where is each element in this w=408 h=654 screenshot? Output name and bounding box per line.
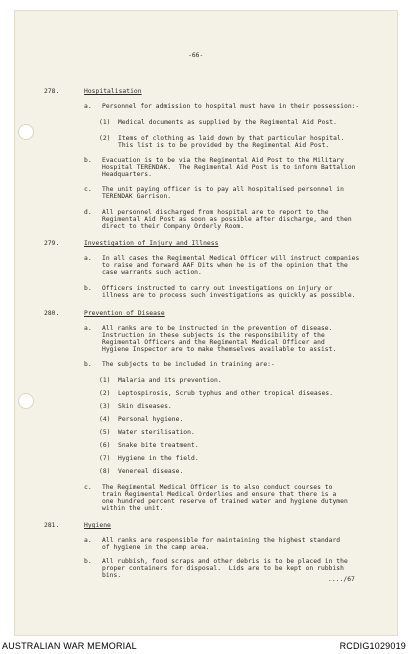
item-text: one hundred percent reserve of trained water and hygiene dutymen	[102, 498, 348, 505]
item-text: of hygiene in the camp area.	[102, 544, 210, 551]
punch-hole	[18, 393, 34, 409]
item-text: train Regimental Medical Orderlies and ensure that there is a	[102, 491, 337, 498]
item-text: Hygiene Inspector are to make themselves available to assist.	[102, 346, 337, 353]
item-marker: a.	[84, 537, 92, 544]
item-text: Personal hygiene.	[118, 416, 184, 423]
page-number: -66-	[188, 52, 204, 59]
item-marker: (2)	[99, 135, 111, 142]
item-text: illness are to process such investigations as quickly as possible.	[102, 292, 356, 299]
item-text: direct to their Company Orderly Room.	[102, 223, 245, 230]
item-marker: (1)	[99, 377, 111, 384]
item-text: Leptospirosis, Scrub typhus and other tropical diseases.	[118, 390, 334, 397]
item-text: Instruction in these subjects is the responsibility of the	[102, 332, 325, 339]
para-heading: Hospitalisation	[84, 88, 142, 95]
item-marker: (6)	[99, 442, 111, 449]
item-text: Regimental Officers and the Regimental Medical Officer and	[102, 339, 325, 346]
archive-id: RCDIG1029019	[339, 641, 406, 651]
item-text: Officers instructed to carry out investigations on injury or	[102, 285, 333, 292]
item-text: All personnel discharged from hospital are to report to the	[102, 209, 329, 216]
item-text: Items of clothing as laid down by that particular hospital.	[118, 135, 345, 142]
item-text: Snake bite treatment.	[118, 442, 199, 449]
item-marker: (4)	[99, 416, 111, 423]
item-marker: (8)	[99, 468, 111, 475]
para-number: 279.	[44, 240, 60, 247]
punch-hole	[18, 124, 34, 140]
para-heading: Hygiene	[84, 522, 111, 529]
item-text: Skin diseases.	[118, 403, 172, 410]
item-marker: c.	[84, 186, 92, 193]
item-text: within the unit.	[102, 505, 164, 512]
para-heading: Investigation of Injury and Illness	[84, 240, 219, 247]
item-marker: (3)	[99, 403, 111, 410]
item-text: Hygiene in the field.	[118, 455, 199, 462]
item-marker: (2)	[99, 390, 111, 397]
item-text: Malaria and its prevention.	[118, 377, 222, 384]
item-text: This list is to be provided by the Regimental Aid Post.	[118, 142, 330, 149]
item-marker: b.	[84, 361, 92, 368]
item-marker: a.	[84, 325, 92, 332]
para-number: 278.	[44, 88, 60, 95]
item-marker: d.	[84, 209, 92, 216]
item-text: case warrants such action.	[102, 269, 202, 276]
item-text: Hospital TERENDAK. The Regimental Aid Post is to inform Battalion	[102, 164, 356, 171]
item-text: All ranks are responsible for maintaining the highest standard	[102, 537, 341, 544]
item-marker: a.	[84, 255, 92, 262]
item-marker: c.	[84, 484, 92, 491]
archive-credit: AUSTRALIAN WAR MEMORIAL	[2, 641, 137, 651]
item-marker: a.	[84, 103, 92, 110]
para-number: 281.	[44, 522, 60, 529]
continuation-marker: ..../67	[328, 576, 355, 583]
item-text: TERENDAK Garrison.	[102, 193, 172, 200]
item-text: All rubbish, food scraps and other debris is to be placed in the	[102, 558, 348, 565]
item-text: to raise and forward AAF Dits when he is of the opinion that the	[102, 262, 348, 269]
item-marker: (5)	[99, 429, 111, 436]
item-marker: b.	[84, 558, 92, 565]
item-text: Evacuation is to be via the Regimental Aid Post to the Military	[102, 157, 344, 164]
item-text: proper containers for disposal. Lids are to be kept on rubbish	[102, 565, 344, 572]
item-text: Medical documents as supplied by the Regimental Aid Post.	[118, 119, 337, 126]
item-text: The Regimental Medical Officer is to also conduct courses to	[102, 484, 333, 491]
item-text: Personnel for admission to hospital must have in their possession:-	[102, 103, 360, 110]
item-marker: b.	[84, 157, 92, 164]
document-page	[14, 10, 398, 636]
para-heading: Prevention of Disease	[84, 310, 165, 317]
item-text: Water sterilisation.	[118, 429, 195, 436]
item-text: The subjects to be included in training are:-	[102, 361, 275, 368]
item-text: The unit paying officer is to pay all hospitalised personnel in	[102, 186, 344, 193]
item-text: bins.	[102, 572, 122, 579]
item-marker: (1)	[99, 119, 111, 126]
item-text: Regimental Aid Post as soon as possible after discharge, and then	[102, 216, 352, 223]
item-text: Headquarters.	[102, 171, 152, 178]
item-text: Venereal disease.	[118, 468, 184, 475]
para-number: 280.	[44, 310, 60, 317]
item-marker: b.	[84, 285, 92, 292]
item-text: All ranks are to be instructed in the prevention of disease.	[102, 325, 333, 332]
item-marker: (7)	[99, 455, 111, 462]
item-text: In all cases the Regimental Medical Officer will instruct companies	[102, 255, 360, 262]
